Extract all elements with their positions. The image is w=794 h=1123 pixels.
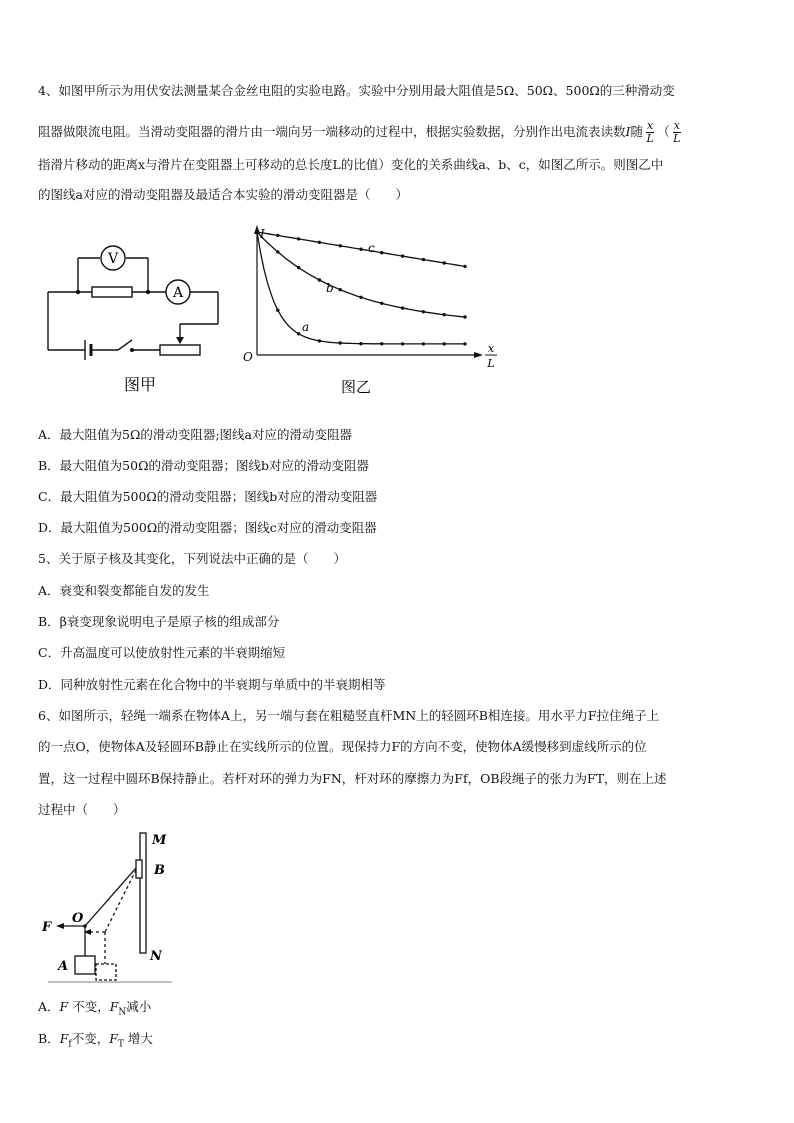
origin-label: O xyxy=(243,350,253,364)
fraction-numerator: x xyxy=(646,119,654,132)
label-A: A xyxy=(58,959,69,974)
curve-b xyxy=(257,232,465,317)
fraction-denominator: L xyxy=(673,132,681,145)
q5-stem: 5、关于原子核及其变化，下列说法中正确的是（ ） xyxy=(38,551,346,566)
q5-option-b[interactable]: B．β衰变现象说明电子是原子核的组成部分 xyxy=(38,614,280,629)
curve-b-point xyxy=(318,278,321,281)
curve-a-point xyxy=(380,342,383,345)
label-M: M xyxy=(152,833,167,848)
q4-stem-line2-sui: 随 xyxy=(630,124,643,139)
q4-stem-line2-text: 阻器做限流电阻。当滑动变阻器的滑片由一端向另一端移动的过程中，根据实验数据，分别作出电流表读数 xyxy=(38,124,626,139)
curve-b-point xyxy=(359,296,362,299)
curve-b-point xyxy=(443,313,446,316)
q6-option-a[interactable]: A．F 不变，$F_N$减小 xyxy=(38,999,152,1018)
curve-b-point xyxy=(380,302,383,305)
voltmeter-label: V xyxy=(107,251,119,267)
curve-a-point xyxy=(422,342,425,345)
q6-stem-line4: 过程中（ ） xyxy=(38,802,126,817)
q6-stem-line2: 的一点O，使物体A及轻圆环B静止在实线所示的位置。现保持力F的方向不变，使物体A缓慢移到虚线所示的位 xyxy=(38,739,647,754)
q4-option-a[interactable]: A．最大阻值为5Ω的滑动变阻器;图线a对应的滑动变阻器 xyxy=(38,427,353,442)
curve-b-point xyxy=(297,266,300,269)
label-N: N xyxy=(150,949,162,964)
q4-stem-line4: 的图线a对应的滑动变阻器及最适合本实验的滑动变阻器是（ ） xyxy=(38,187,408,202)
curve-c-point xyxy=(401,254,404,257)
q4-option-b[interactable]: B．最大阻值为50Ω的滑动变阻器；图线b对应的滑动变阻器 xyxy=(38,458,369,473)
curve-c-label: c xyxy=(368,241,375,255)
q4-stem-line1: 4、如图甲所示为用伏安法测量某合金丝电阻的实验电路。实验中分别用最大阻值是5Ω、50Ω、500Ω的三种滑动变 xyxy=(38,83,675,98)
ammeter-label: A xyxy=(172,285,184,301)
x-axis-denominator: L xyxy=(487,357,495,370)
curve-a-point xyxy=(339,341,342,344)
q5-option-a[interactable]: A．衰变和裂变都能自发的发生 xyxy=(38,583,210,598)
curve-a-point xyxy=(401,342,404,345)
curve-b-point xyxy=(276,250,279,253)
curve-c-point xyxy=(339,244,342,247)
curve-b-point xyxy=(463,315,466,318)
curve-c-point xyxy=(380,251,383,254)
rod-ring-diagram xyxy=(40,828,190,988)
curve-a-point xyxy=(297,332,300,335)
curve-c-point xyxy=(318,241,321,244)
curve-a-label: a xyxy=(302,320,310,334)
curve-c-point xyxy=(297,237,300,240)
ratio-fraction xyxy=(646,120,654,145)
curve-c-point xyxy=(359,248,362,251)
label-O: O xyxy=(72,911,84,926)
curve-c-point xyxy=(443,261,446,264)
curve-c-point xyxy=(463,265,466,268)
y-axis-label: I xyxy=(260,227,265,241)
curve-b-label: b xyxy=(326,281,334,295)
current-curve-graph xyxy=(240,225,510,400)
q6-option-b[interactable]: B．$F_f$不变，$F_T$ 增大 xyxy=(38,1031,153,1050)
curve-b-point xyxy=(339,288,342,291)
curve-a-point xyxy=(318,339,321,342)
q5-option-c[interactable]: C．升高温度可以使放射性元素的半衰期缩短 xyxy=(38,645,286,660)
current-symbol: I xyxy=(625,124,631,139)
q4-option-c[interactable]: C．最大阻值为500Ω的滑动变阻器；图线b对应的滑动变阻器 xyxy=(38,489,378,504)
q4-option-d[interactable]: D．最大阻值为500Ω的滑动变阻器；图线c对应的滑动变阻器 xyxy=(38,520,377,535)
circuit-diagram xyxy=(40,240,230,400)
q4-stem-line2 xyxy=(38,120,684,145)
curve-b-point xyxy=(401,306,404,309)
label-B: B xyxy=(154,863,165,878)
curve-b-point xyxy=(422,310,425,313)
ratio-fraction-2 xyxy=(673,120,681,145)
fig-jia-caption: 图甲 xyxy=(123,375,157,394)
curve-a-point xyxy=(443,342,446,345)
q5-option-d[interactable]: D．同种放射性元素在化合物中的半衰期与单质中的半衰期相等 xyxy=(38,677,386,692)
fraction-numerator: x xyxy=(673,119,680,132)
label-F: F xyxy=(42,920,52,935)
curve-a-point xyxy=(255,230,258,233)
curve-a-point xyxy=(276,309,279,312)
q4-stem-line2-paren: （ xyxy=(657,124,670,139)
curve-a-point xyxy=(463,342,466,345)
fraction-denominator: L xyxy=(646,132,654,145)
curve-c-point xyxy=(422,258,425,261)
fig-yi-caption: 图乙 xyxy=(340,378,372,396)
curve-c-point xyxy=(276,234,279,237)
q6-stem-line3: 置，这一过程中圆环B保持静止。若杆对环的弹力为FN，杆对环的摩擦力为Ff，OB段绳子的张力为FT，则在上述 xyxy=(38,771,667,786)
x-axis-numerator: x xyxy=(487,342,495,355)
curve-a-point xyxy=(359,342,362,345)
q6-stem-line1: 6、如图所示，轻绳一端系在物体A上，另一端与套在粗糙竖直杆MN上的轻圆环B相连接。用水平力F拉住绳子上 xyxy=(38,708,660,723)
q4-stem-line3: 指滑片移动的距离x与滑片在变阻器上可移动的总长度L的比值）变化的关系曲线a、b、c，如图乙所示。则图乙中 xyxy=(38,157,664,172)
